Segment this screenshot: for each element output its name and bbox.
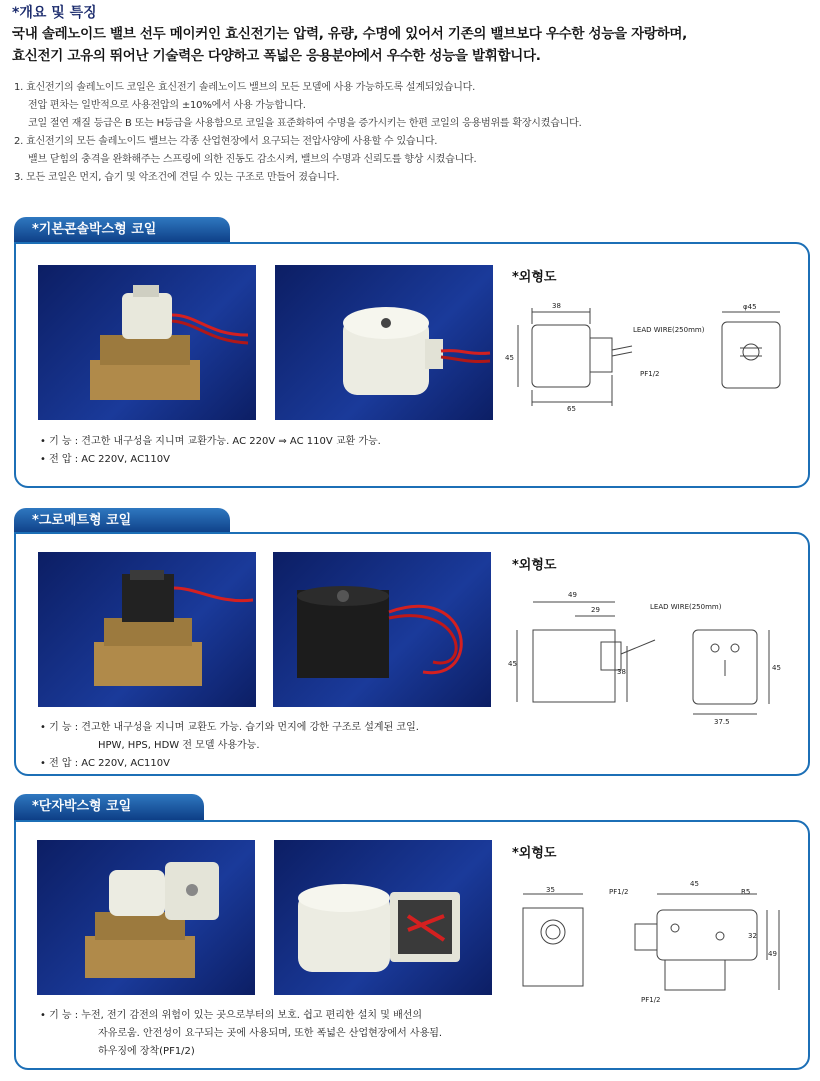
note-line: 2. 효신전기의 모든 솔레노이드 밸브는 각종 산업현장에서 요구되는 전압사양에 사용할 수 있습니다. bbox=[14, 136, 438, 147]
spec-voltage: • 전 압 : AC 220V, AC110V bbox=[40, 454, 170, 465]
dim-height: 45 bbox=[508, 660, 517, 668]
note-line: 3. 모든 코일은 먼지, 습기 및 악조건에 견딜 수 있는 구조로 만들어 졌습니다. bbox=[14, 172, 340, 183]
dim-inner-width: 29 bbox=[591, 606, 600, 614]
note-line: 코일 절연 재질 등급은 B 또는 H등급을 사용함으로 코일을 표준화하여 수명을 증가시키는 한편 코일의 응용범위를 확장시켰습니다. bbox=[28, 118, 582, 129]
spec-voltage: • 전 압 : AC 220V, AC110V bbox=[40, 758, 170, 769]
outline-drawing-label: *외형도 bbox=[512, 558, 557, 573]
note-line: 1. 효신전기의 솔레노이드 코일은 효신전기 솔레노이드 밸브의 모든 모델에 사용 가능하도록 설계되었습니다. bbox=[14, 82, 476, 93]
outline-drawing-label: *외형도 bbox=[512, 846, 557, 861]
spec-models: HPW, HPS, HDW 전 모델 사용가능. bbox=[98, 740, 260, 751]
dim-radius: R5 bbox=[741, 888, 751, 896]
valve-photo bbox=[38, 265, 256, 420]
spec-function-cont: 자유로움. 안전성이 요구되는 곳에 사용되며, 또한 폭넓은 산업현장에서 사용됨. bbox=[98, 1028, 443, 1039]
intro-line-2: 효신전기 고유의 뛰어난 기술력은 다양하고 폭넓은 응용분야에서 우수한 성능을 발휘합니다. bbox=[12, 48, 541, 64]
pf-top-label: PF1/2 bbox=[609, 888, 629, 896]
coil-photo bbox=[275, 265, 493, 420]
outline-drawing-label: *외형도 bbox=[512, 270, 557, 285]
intro-line-1: 국내 솔레노이드 밸브 선두 메이커인 효신전기는 압력, 유량, 수명에 있어서 기존의 밸브보다 우수한 성능을 자랑하며, bbox=[12, 26, 687, 42]
spec-function: • 기 능 : 견고한 내구성을 지니며 교환가능. AC 220V ⇒ AC 110V 교환 가능. bbox=[40, 436, 381, 447]
section-tab-console-box-coil: *기본콘솔박스형 코일 bbox=[14, 217, 230, 243]
terminal-box-coil-outline-drawing bbox=[515, 878, 800, 1008]
spec-function: • 기 능 : 견고한 내구성을 지니며 교환도 가능. 습기와 먼지에 강한 구조로 설계된 코일. bbox=[40, 722, 419, 733]
pf-bottom-label: PF1/2 bbox=[641, 996, 661, 1004]
dim-bottom: 65 bbox=[567, 405, 576, 413]
section-tab-grommet-coil: *그로메트형 코일 bbox=[14, 508, 230, 534]
dim-front-width: 35 bbox=[546, 886, 555, 894]
dim-diameter: φ45 bbox=[743, 303, 757, 311]
overview-title: *개요 및 특징 bbox=[12, 5, 97, 21]
dim-height-inner: 32 bbox=[748, 932, 757, 940]
lead-wire-label: LEAD WIRE(250mm) bbox=[650, 603, 722, 611]
valve-photo bbox=[37, 840, 255, 995]
spec-function: • 기 능 : 누전, 전기 감전의 위험이 있는 곳으로부터의 보호. 쉽고 편리한 설치 및 배선의 bbox=[40, 1010, 423, 1021]
dim-top: 45 bbox=[690, 880, 699, 888]
coil-photo bbox=[273, 552, 491, 707]
valve-photo bbox=[38, 552, 256, 707]
dim-height: 45 bbox=[505, 354, 514, 362]
dim-height-total: 49 bbox=[768, 950, 777, 958]
coil-photo bbox=[274, 840, 492, 995]
note-line: 전압 편차는 일반적으로 사용전압의 ±10%에서 사용 가능합니다. bbox=[28, 100, 306, 111]
dim-inner-height: 38 bbox=[617, 668, 626, 676]
section-tab-terminal-box-coil: *단자박스형 코일 bbox=[14, 794, 204, 820]
dim-top: 38 bbox=[552, 302, 561, 310]
lead-wire-label: LEAD WIRE(250mm) bbox=[633, 326, 705, 334]
dim-side-height: 45 bbox=[772, 664, 781, 672]
dim-side-width: 37.5 bbox=[714, 718, 730, 726]
dim-top: 49 bbox=[568, 591, 577, 599]
note-line: 밸브 닫힘의 충격을 완화해주는 스프링에 의한 진동도 감소시켜, 밸브의 수명과 신뢰도를 향상 시켰습니다. bbox=[28, 154, 477, 165]
spec-housing: 하우징에 장착(PF1/2) bbox=[98, 1046, 195, 1057]
pf-label: PF1/2 bbox=[640, 370, 660, 378]
